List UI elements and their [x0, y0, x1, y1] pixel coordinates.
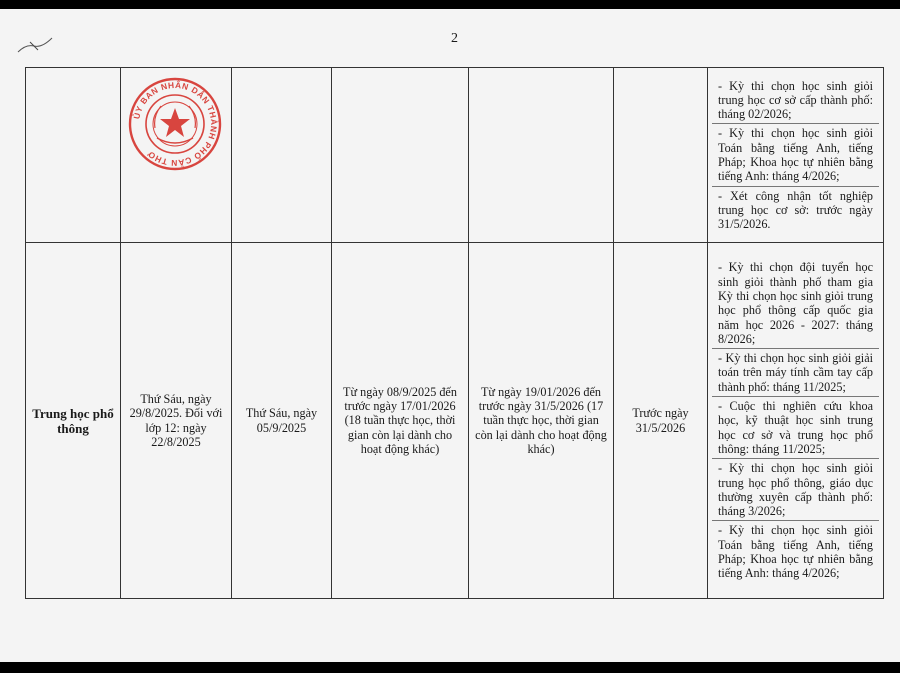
opening-cell [232, 68, 332, 243]
note-item: - Kỳ thi chọn đội tuyển học sinh giỏi thành phố tham gia Kỳ thi chọn học sinh giỏi trung học phổ thông cấp quốc gia năm học 2026 - 2027: tháng 8/2026; [718, 260, 873, 346]
pen-mark-icon [16, 32, 56, 56]
end-of-year-cell [614, 68, 708, 243]
table-row [26, 68, 884, 243]
notes-cell [708, 243, 884, 599]
note-item: - Kỳ thi chọn học sinh giỏi trung học cơ sở cấp thành phố: tháng 02/2026; [718, 78, 873, 122]
note-item: - Kỳ thi chọn học sinh giỏi giải toán trên máy tính cầm tay cấp thành phố: tháng 11/2025; [712, 348, 879, 396]
semester1-cell [332, 68, 469, 243]
note-item: - Kỳ thi chọn học sinh giỏi trung học phổ thông, giáo dục thường xuyên cấp thành phố: tháng 3/2026; [712, 458, 879, 520]
semester1-cell: Từ ngày 08/9/2025 đến trước ngày 17/01/2026 (18 tuần thực học, thời gian còn lại dành cho hoạt động khác) [332, 243, 469, 599]
semester2-cell [469, 68, 614, 243]
school-start-cell [121, 68, 232, 243]
page-number: 2 [451, 31, 458, 46]
note-item: - Cuộc thi nghiên cứu khoa học, kỹ thuật học sinh trung học cơ sở và trung học phổ thông: tháng 11/2025; [712, 396, 879, 458]
level-cell [26, 68, 121, 243]
bottom-border [0, 662, 900, 673]
notes-cell [708, 68, 884, 243]
school-start-cell: Thứ Sáu, ngày 29/8/2025. Đối với lớp 12: ngày 22/8/2025 [121, 243, 232, 599]
note-item: - Kỳ thi chọn học sinh giỏi Toán bằng tiếng Anh, tiếng Pháp; Khoa học tự nhiên bằng tiếng Anh: tháng 4/2026; [712, 123, 879, 185]
school-calendar-table [25, 67, 884, 599]
opening-cell: Thứ Sáu, ngày 05/9/2025 [232, 243, 332, 599]
end-of-year-cell: Trước ngày 31/5/2026 [614, 243, 708, 599]
top-border [0, 0, 900, 9]
table-row [26, 243, 884, 599]
semester2-cell: Từ ngày 19/01/2026 đến trước ngày 31/5/2026 (17 tuần thực học, thời gian còn lại dành cho hoạt động khác) [469, 243, 614, 599]
note-item: - Xét công nhận tốt nghiệp trung học cơ sở: trước ngày 31/5/2026. [712, 186, 879, 234]
note-item: - Kỳ thi chọn học sinh giỏi Toán bằng tiếng Anh, tiếng Pháp; Khoa học tự nhiên bằng tiếng Anh: tháng 4/2026; [712, 520, 879, 582]
level-cell: Trung học phổ thông [26, 243, 121, 599]
official-seal-icon [127, 76, 223, 172]
svg-text:ỦY BAN NHÂN DÂN THÀNH PHỐ CẦN: ỦY BAN NHÂN DÂN THÀNH PHỐ CẦN THƠ [131, 79, 220, 169]
